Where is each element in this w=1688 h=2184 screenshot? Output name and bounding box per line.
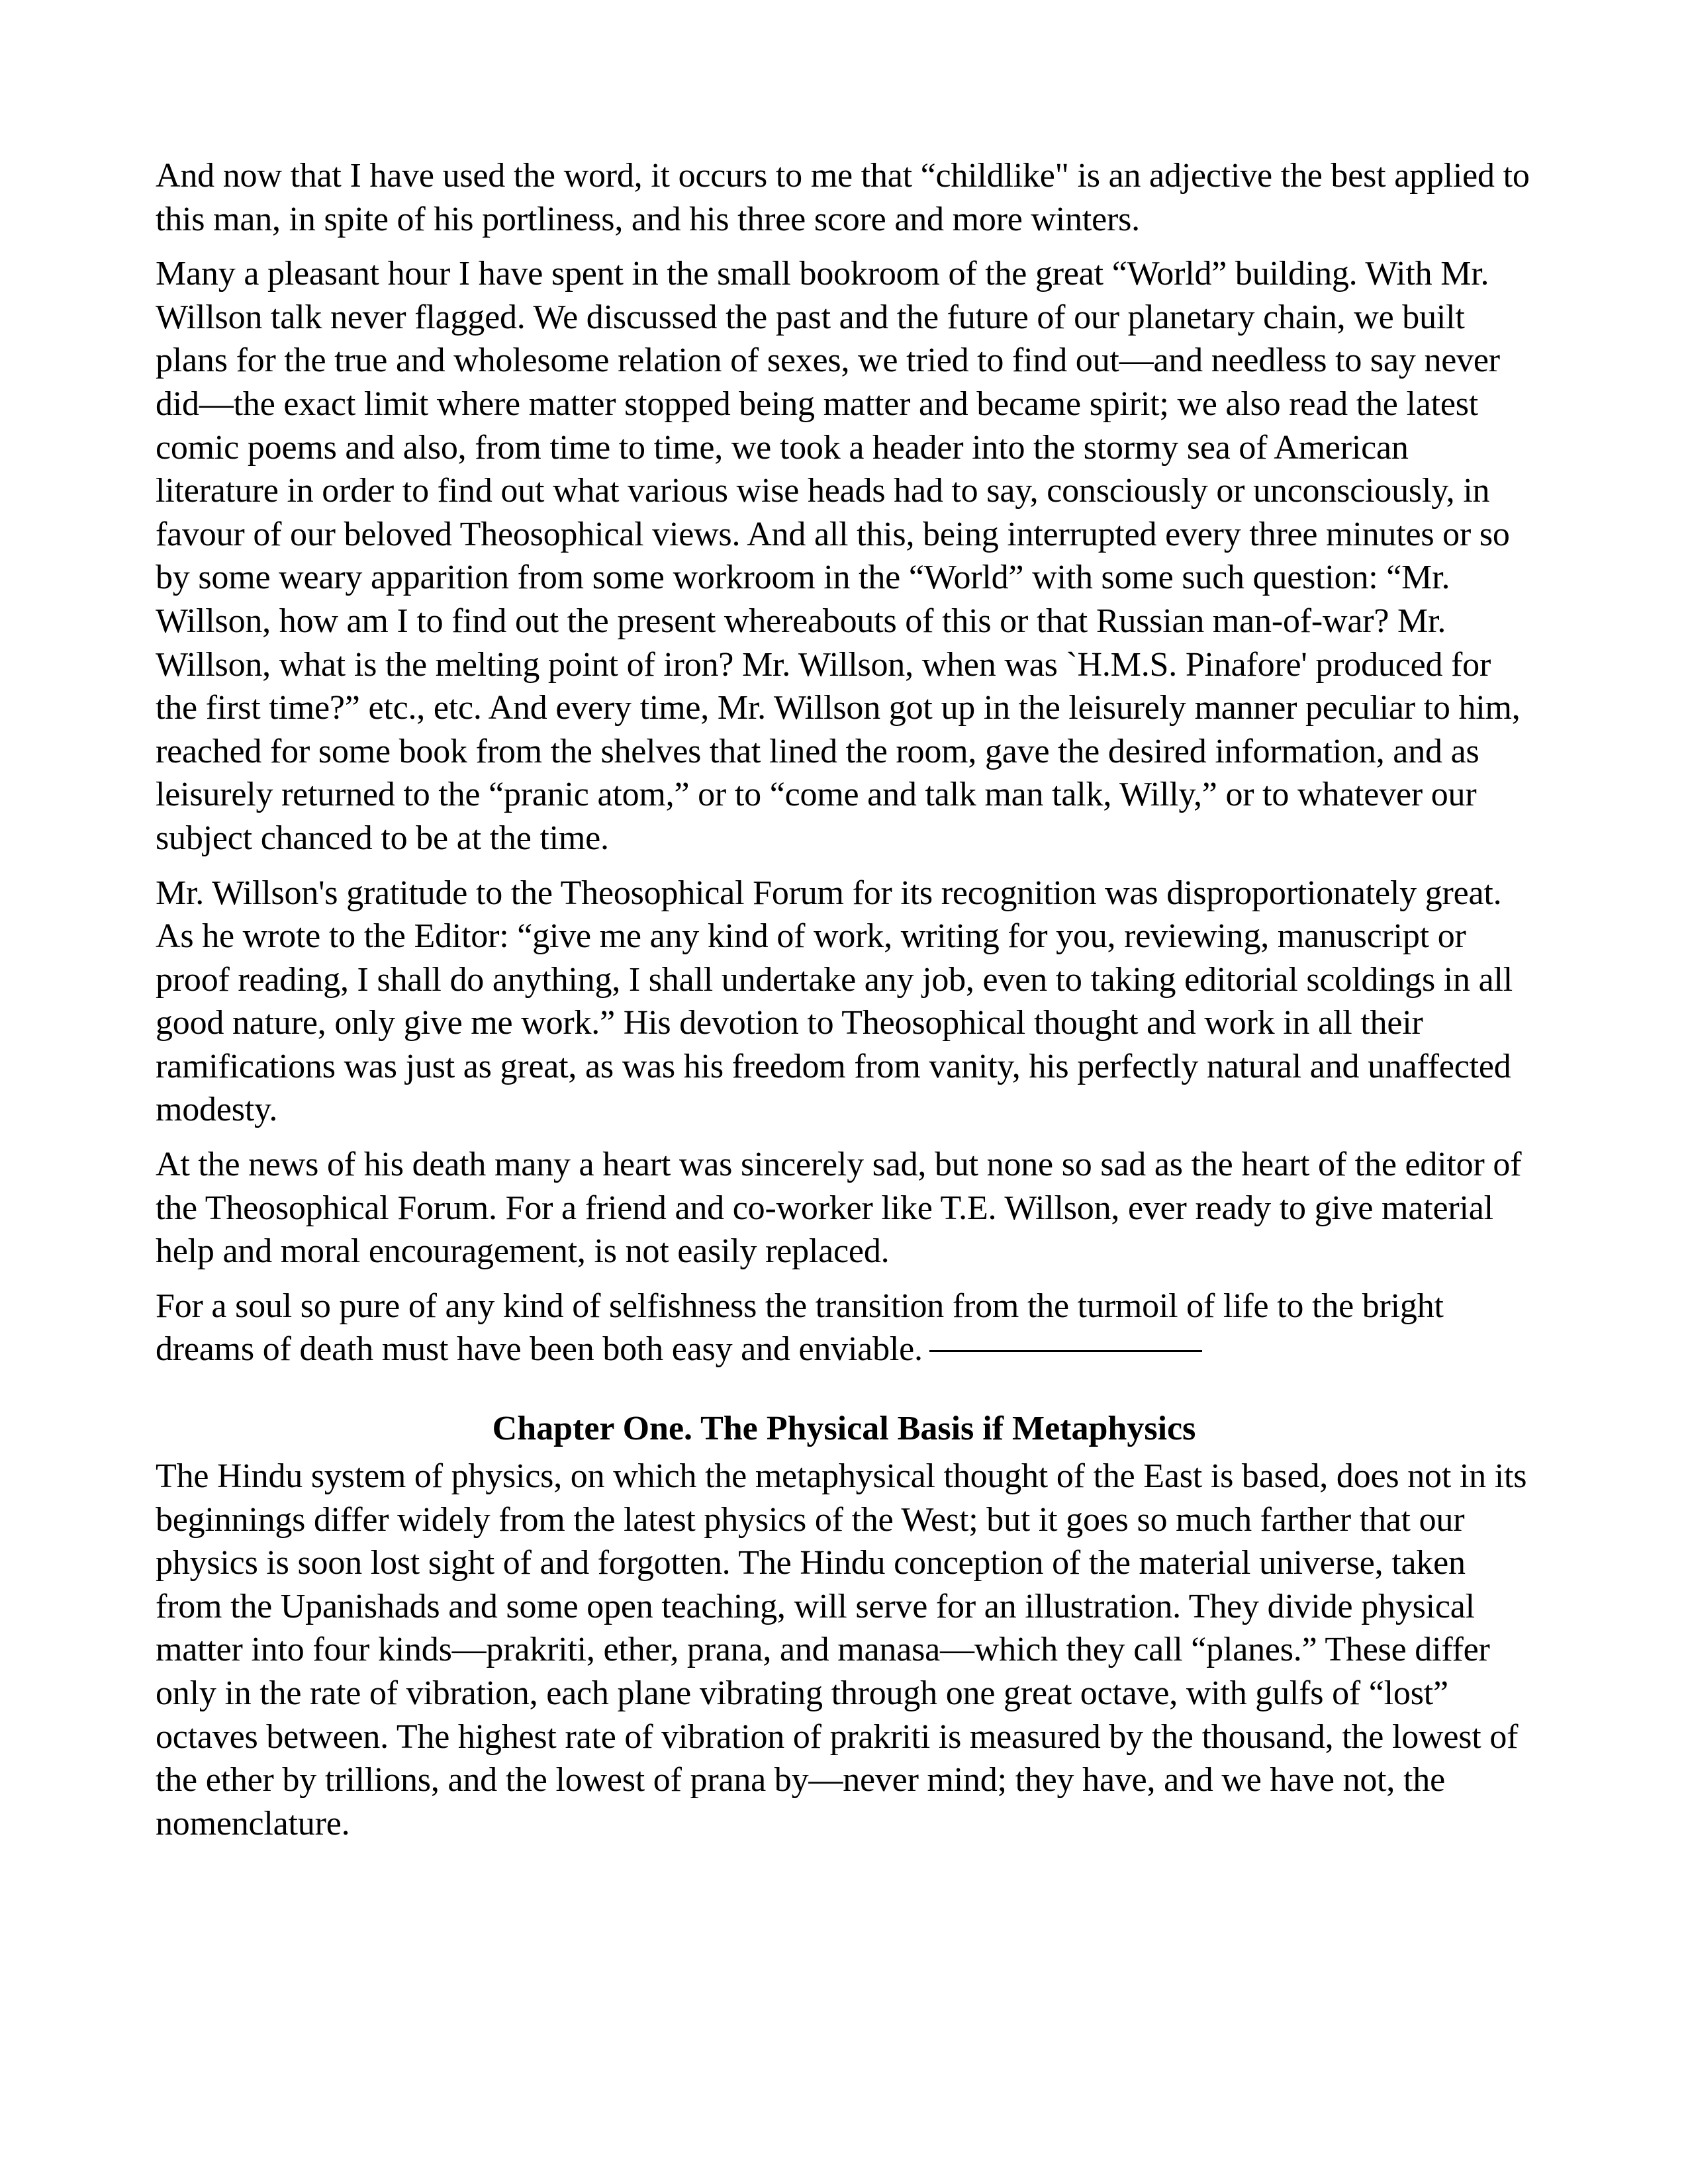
chapter-title: Chapter One. The Physical Basis if Metaphysics: [492, 1410, 1196, 1448]
paragraph-bookroom: Many a pleasant hour I have spent in the small bookroom of the great “World” building. With Mr. Willson talk never flagged. We discussed the past and the future of our planetary chain, we built plans for the true and wholesome relation of sexes, we tried to find out—and needless to say never did—the exact limit where matter stopped being matter and became spirit; we also read the latest comic poems and also, from time to time, we took a header into the stormy sea of American literature in order to find out what various wise heads had to say, consciously or unconsciously, in favour of our beloved Theosophical views. And all this, being interrupted every three minutes or so by some weary apparition from some workroom in the “World” with some such question: “Mr. Willson, how am I to find out the present whereabouts of this or that Russian man-of-war? Mr. Willson, what is the melting point of iron? Mr. Willson, when was `H.M.S. Pinafore' produced for the first time?” etc., etc. And every time, Mr. Willson got up in the leisurely manner peculiar to him, reached for some book from the shelves that lined the room, gave the desired information, and as leisurely returned to the “pranic atom,” or to “come and talk man talk, Willy,” or to whatever our subject chanced to be at the time.: [156, 255, 1521, 857]
chapter-body-paragraph: The Hindu system of physics, on which the metaphysical thought of the East is based, does not in its beginnings differ widely from the latest physics of the West; but it goes so much farther that our physics is soon lost sight of and forgotten. The Hindu conception of the material universe, taken from the Upanishads and some open teaching, will serve for an illustration. They divide physical matter into four kinds—prakriti, ether, prana, and manasa—which they call “planes.” These differ only in the rate of vibration, each plane vibrating through one great octave, with gulfs of “lost” octaves between. The highest rate of vibration of prakriti is measured by the thousand, the lowest of the ether by trillions, and the lowest of prana by—never mind; they have, and we have not, the nomenclature.: [156, 1457, 1527, 1843]
section-divider-rule: [929, 1350, 1202, 1352]
paragraph-death-news: At the news of his death many a heart was sincerely sad, but none so sad as the heart of the editor of the Theosophical Forum. For a friend and co-worker like T.E. Willson, ever ready to give material help and moral encouragement, is not easily replaced.: [156, 1146, 1522, 1271]
paragraph-closing: [156, 1285, 1532, 1371]
paragraph-closing-text: For a soul so pure of any kind of selfishness the transition from the turmoil of life to the bright dreams of death must have been both easy and enviable.: [156, 1287, 1444, 1369]
paragraph-gratitude: Mr. Willson's gratitude to the Theosophical Forum for its recognition was disproportionately great. As he wrote to the Editor: “give me any kind of work, writing for you, reviewing, manuscript or proof reading, I shall do anything, I shall undertake any job, even to taking editorial scoldings in all good nature, only give me work.” His devotion to Theosophical thought and work in all their ramifications was just as great, as was his freedom from vanity, his perfectly natural and unaffected modesty.: [156, 874, 1513, 1129]
paragraph-childlike: And now that I have used the word, it occurs to me that “childlike" is an adjective the best applied to this man, in spite of his portliness, and his three score and more winters.: [156, 157, 1530, 238]
text-column: [156, 154, 1532, 1856]
